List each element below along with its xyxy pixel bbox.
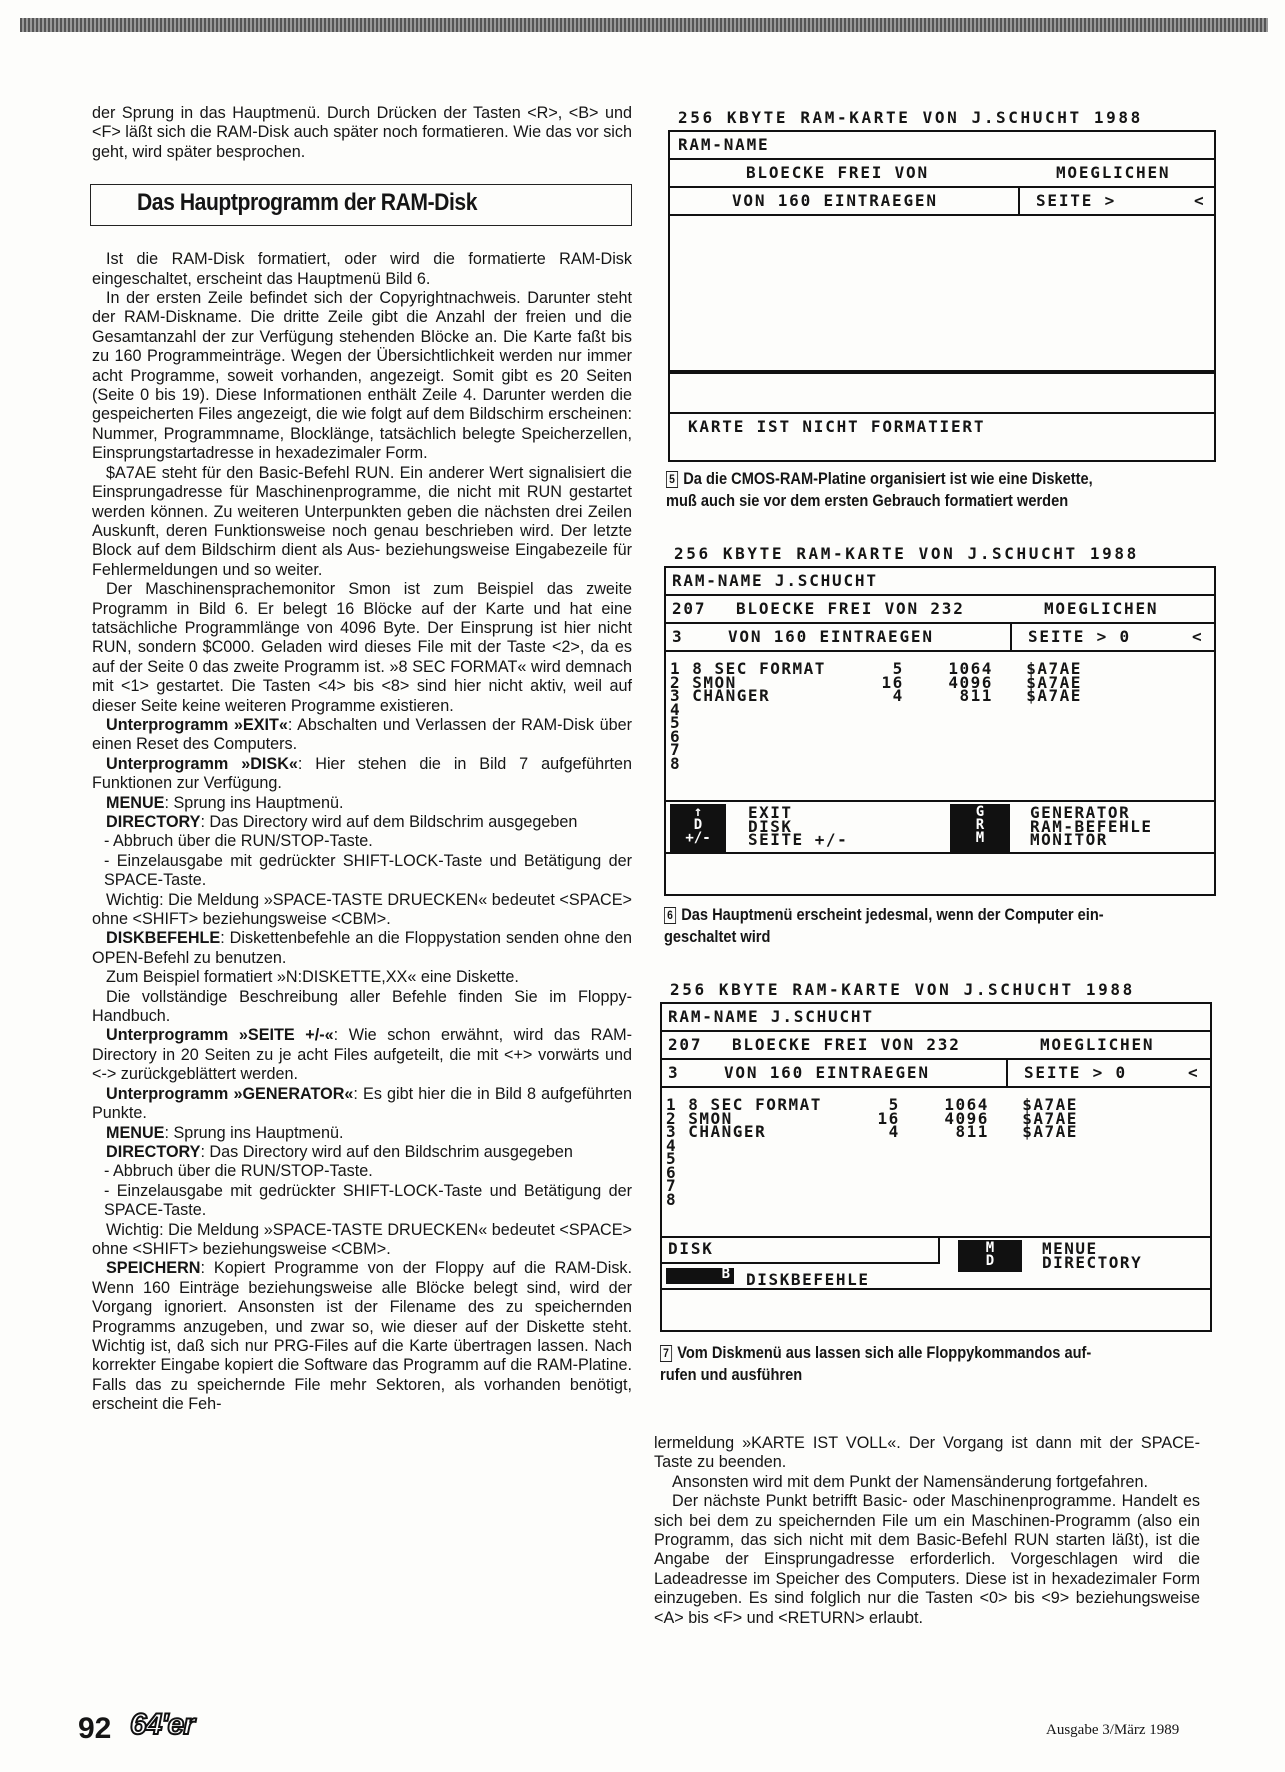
list-item: - Einzelausgabe mit gedrückter SHIFT-LOCK-Taste und Betätigung der SPACE-Taste. — [104, 851, 632, 890]
screen-frame — [660, 1002, 1212, 1332]
issue-label: Ausgabe 3/März 1989 — [1046, 1722, 1180, 1738]
paragraph: Ansonsten wird mit dem Punkt der Namensänderung fortgefahren. — [672, 1472, 1148, 1491]
figure-number: 5 — [666, 471, 678, 488]
paragraph: DIRECTORY: Das Directory wird auf dem Bildschrim ausgegeben — [106, 813, 578, 831]
section-heading: Das Hauptprogramm der RAM-Disk — [137, 189, 478, 217]
paragraph: Unterprogramm »SEITE +/-«: Wie schon erwähnt, wird das RAM-Directory in 20 Seiten zu je acht Files aufgeteilt, die mit <+> vorwärts und <-> zurückgeblättert werden. — [92, 1026, 632, 1084]
paragraph: MENUE: Sprung ins Hauptmenü. — [106, 793, 344, 812]
page-label: SEITE > 0 — [1028, 627, 1131, 646]
term: MENUE — [106, 793, 165, 812]
term: Unterprogramm »EXIT« — [106, 715, 288, 734]
paragraph: Der nächste Punkt betrifft Basic- oder Maschinenprogramme. Handelt es sich bei dem zu speichernden File um ein Maschinen-Programm (also ein Programm, das sich nicht mit dem Basic-Befehl RUN starten läßt), ist die Angabe der Einsprungadresse erforderlich. Vorgeschlagen wird die Ladeadresse im Speicher des Computers. Diese ist in hexadezimaler Form einzugeben. Es sind folglich nur die Tasten <0> bis <9> beziehungsweise <A> bis <F> und <RETURN> erlaubt. — [654, 1492, 1200, 1627]
entry-count: 3 — [668, 1063, 680, 1082]
key-block-right: M D — [958, 1240, 1022, 1272]
ram-name-label: RAM-NAME J.SCHUCHT — [668, 1007, 874, 1026]
disk-label: DISK — [668, 1239, 714, 1258]
term: DIRECTORY — [106, 1142, 201, 1161]
screenshot-figure-7 — [660, 980, 1212, 1334]
figure-number: 6 — [664, 907, 676, 924]
key-b: B — [666, 1268, 734, 1284]
screenshot-figure-5 — [668, 108, 1216, 464]
screen-frame — [664, 566, 1216, 896]
possible-label: MOEGLICHEN — [1056, 163, 1171, 182]
right-column — [654, 1434, 1200, 1628]
entries-label: VON 160 EINTRAEGEN — [728, 627, 934, 646]
free-blocks: 207 — [672, 599, 707, 618]
paragraph: Die vollständige Beschreibung aller Befehle finden Sie im Floppy-Handbuch. — [92, 987, 632, 1026]
ram-name-label: RAM-NAME — [678, 135, 770, 154]
paragraph: Zum Beispiel formatiert »N:DISKETTE,XX« eine Diskette. — [106, 968, 519, 987]
paragraph: Der Maschinensprachemonitor Smon ist zum Beispiel das zweite Programm in Bild 6. Er belegt 16 Blöcke auf der Karte und hat eine tatsächliche Programmlänge von 4096 Byte. Der Einsprung ist hier nicht RUN, sondern $C000. Geladen wird dieses File mit der Taste <2>, da es auf der Seite 0 das zweite Programm ist. »8 SEC FORMAT« wird demnach mit <1> gestartet. Die Tasten <4> bis <8> sind hier nicht aktiv, weil auf dieser Seite keine weiteren Programme existieren. — [92, 580, 632, 715]
free-blocks: 207 — [668, 1035, 703, 1054]
entries-label: VON 160 EINTRAEGEN — [732, 191, 938, 210]
figure-number: 7 — [660, 1345, 672, 1362]
key-block-right: G R M — [950, 804, 1010, 852]
menu-right: GENERATOR RAM-BEFEHLE MONITOR — [1030, 803, 1153, 849]
magazine-logo: 64'er — [130, 1708, 194, 1741]
figure-caption-6: 6 Das Hauptmenü erscheint jedesmal, wenn der Computer ein- geschaltet wird — [664, 905, 1104, 946]
paragraph: $A7AE steht für den Basic-Befehl RUN. Ein anderer Wert signalisiert die Einsprungadresse für Maschinenprogramme, die nicht mit RUN gestartet werden können. Zu weiteren Unterpunkten geben die nächsten drei Zeilen Auskunft, deren Funktionsweise noch genau beschrieben wird. Der letzte Block auf dem Bildschirm dient als Aus- beziehungsweise Eingabezeile für Fehlermeldungen und so weiter. — [92, 463, 632, 579]
entry-count: 3 — [672, 627, 684, 646]
paragraph: Wichtig: Die Meldung »SPACE-TASTE DRUECKEN« bedeutet <SPACE> ohne <SHIFT> beziehungsweise <CBM>. — [92, 1220, 632, 1258]
section-heading-box — [90, 184, 632, 226]
paragraph: Unterprogramm »GENERATOR«: Es gibt hier die in Bild 8 aufgeführten Punkte. — [92, 1084, 632, 1123]
screenshot-figure-6 — [664, 544, 1216, 898]
paragraph: lermeldung »KARTE IST VOLL«. Der Vorgang ist dann mit der SPACE-Taste zu beenden. — [654, 1434, 1200, 1472]
list-item: - Abbruch über die RUN/STOP-Taste. — [104, 832, 373, 851]
term: Unterprogramm »GENERATOR« — [106, 1084, 354, 1103]
arrow-left-icon: < — [1188, 1063, 1200, 1082]
menu-right: MENUE DIRECTORY — [1042, 1239, 1143, 1272]
screen-title: 256 KBYTE RAM-KARTE VON J.SCHUCHT 1988 — [678, 108, 1143, 127]
screen-frame — [668, 130, 1216, 462]
term: MENUE — [106, 1123, 165, 1142]
ram-name-label: RAM-NAME J.SCHUCHT — [672, 571, 878, 590]
term: DIRECTORY — [106, 813, 201, 831]
page-number: 92 — [78, 1712, 112, 1745]
possible-label: MOEGLICHEN — [1044, 599, 1159, 618]
top-decorative-bar — [20, 18, 1268, 32]
paragraph: DISKBEFEHLE: Diskettenbefehle an die Floppystation senden ohne den OPEN-Befehl zu benutzen. — [92, 929, 632, 967]
arrow-left-icon: < — [1194, 191, 1206, 210]
term: Unterprogramm »SEITE +/-« — [106, 1026, 334, 1045]
possible-label: MOEGLICHEN — [1040, 1035, 1155, 1054]
list-item: - Einzelausgabe mit gedrückter SHIFT-LOCK-Taste und Betätigung der SPACE-Taste. — [104, 1181, 632, 1220]
entries-label: VON 160 EINTRAEGEN — [724, 1063, 930, 1082]
file-list: 1 8 SEC FORMAT 5 1064 $A7AE 2 SMON 16 4096 $A7AE 3 CHANGER 4 811 $A7AE 4 5 6 7 8 — [670, 659, 1082, 773]
key-block-left: ↑ D +/- — [670, 804, 726, 852]
blocks-label: BLOECKE FREI VON 232 — [732, 1035, 961, 1054]
paragraph: Unterprogramm »EXIT«: Abschalten und Verlassen der RAM-Disk über einen Reset des Computers. — [92, 715, 632, 754]
page-label: SEITE > — [1036, 191, 1117, 210]
paragraph: Ist die RAM-Disk formatiert, oder wird die formatierte RAM-Disk eingeschaltet, erscheint das Hauptmenü Bild 6. — [92, 250, 632, 288]
paragraph: SPEICHERN: Kopiert Programme von der Floppy auf die RAM-Disk. Wenn 160 Einträge beziehungsweise alle Blöcke belegt sind, wird der Vorgang ignoriert. Ansonsten ist der Filename des zu speichernden Programms anzugeben, und zwar so, wie dieser auf der Diskette steht. Wichtig ist, daß sich nur PRG-Files auf die Karte übertragen lassen. Nach korrekter Eingabe kopiert die Software das Programm auf die RAM-Platine. Falls das zu speichernde File mehr Sektoren, als vorhanden benötigt, erscheint die Feh- — [92, 1259, 632, 1414]
status-line: KARTE IST NICHT FORMATIERT — [688, 417, 986, 436]
arrow-left-icon: < — [1192, 627, 1204, 646]
intro-paragraph: der Sprung in das Hauptmenü. Durch Drücken der Tasten <R>, <B> und <F> läßt sich die RAM-Disk auch später noch formatieren. Wie das vor sich geht, wird später besprochen. — [92, 104, 632, 161]
term: DISKBEFEHLE — [106, 929, 221, 948]
screen-title: 256 KBYTE RAM-KARTE VON J.SCHUCHT 1988 — [674, 544, 1139, 563]
term: Unterprogramm »DISK« — [106, 754, 298, 773]
paragraph: Unterprogramm »DISK«: Hier stehen die in Bild 7 aufgeführten Funktionen zur Verfügung. — [92, 754, 632, 793]
left-column — [92, 104, 632, 1415]
blocks-label: BLOECKE FREI VON 232 — [736, 599, 965, 618]
paragraph: DIRECTORY: Das Directory wird auf den Bildschrim ausgegeben — [106, 1142, 573, 1161]
figure-caption-5: 5 Da die CMOS-RAM-Platine organisiert ist wie eine Diskette, muß auch sie vor dem ersten Gebrauch formatiert werden — [666, 469, 1093, 510]
term: SPEICHERN — [106, 1259, 201, 1278]
screen-title: 256 KBYTE RAM-KARTE VON J.SCHUCHT 1988 — [670, 980, 1135, 999]
paragraph: MENUE: Sprung ins Hauptmenü. — [106, 1123, 344, 1142]
file-list: 1 8 SEC FORMAT 5 1064 $A7AE 2 SMON 16 4096 $A7AE 3 CHANGER 4 811 $A7AE 4 5 6 7 8 — [666, 1095, 1078, 1209]
diskbefehle-label: DISKBEFEHLE — [746, 1270, 870, 1289]
paragraph: In der ersten Zeile befindet sich der Copyrightnachweis. Darunter steht der RAM-Diskname. Die dritte Zeile gibt die Anzahl der freien und die Gesamtanzahl der zur Verfügung stehenden Blöcke an. Die Karte faßt bis zu 160 Programmeinträge. Wegen der Übersichtlichkeit werden nur immer acht Programme, soweit vorhanden, angezeigt. Somit gibt es 20 Seiten (Seite 0 bis 19). Diese Informationen enthält Zeile 4. Darunter werden die gespeicherten Files angezeigt, die wie folgt auf dem Bildschirm erscheinen: Nummer, Programmname, Blocklänge, tatsächlich belegte Speicherzellen, Einsprungstartadresse in hexadezimaler Form. — [92, 289, 632, 463]
paragraph: Wichtig: Die Meldung »SPACE-TASTE DRUECKEN« bedeutet <SPACE> ohne <SHIFT> beziehungsweise <CBM>. — [92, 890, 632, 929]
menu-left: EXIT DISK SEITE +/- — [748, 803, 849, 849]
page-label: SEITE > 0 — [1024, 1063, 1127, 1082]
blocks-label: BLOECKE FREI VON — [746, 163, 929, 182]
list-item: - Abbruch über die RUN/STOP-Taste. — [104, 1162, 373, 1181]
figure-caption-7: 7 Vom Diskmenü aus lassen sich alle Floppykommandos auf- rufen und ausführen — [660, 1343, 1092, 1384]
